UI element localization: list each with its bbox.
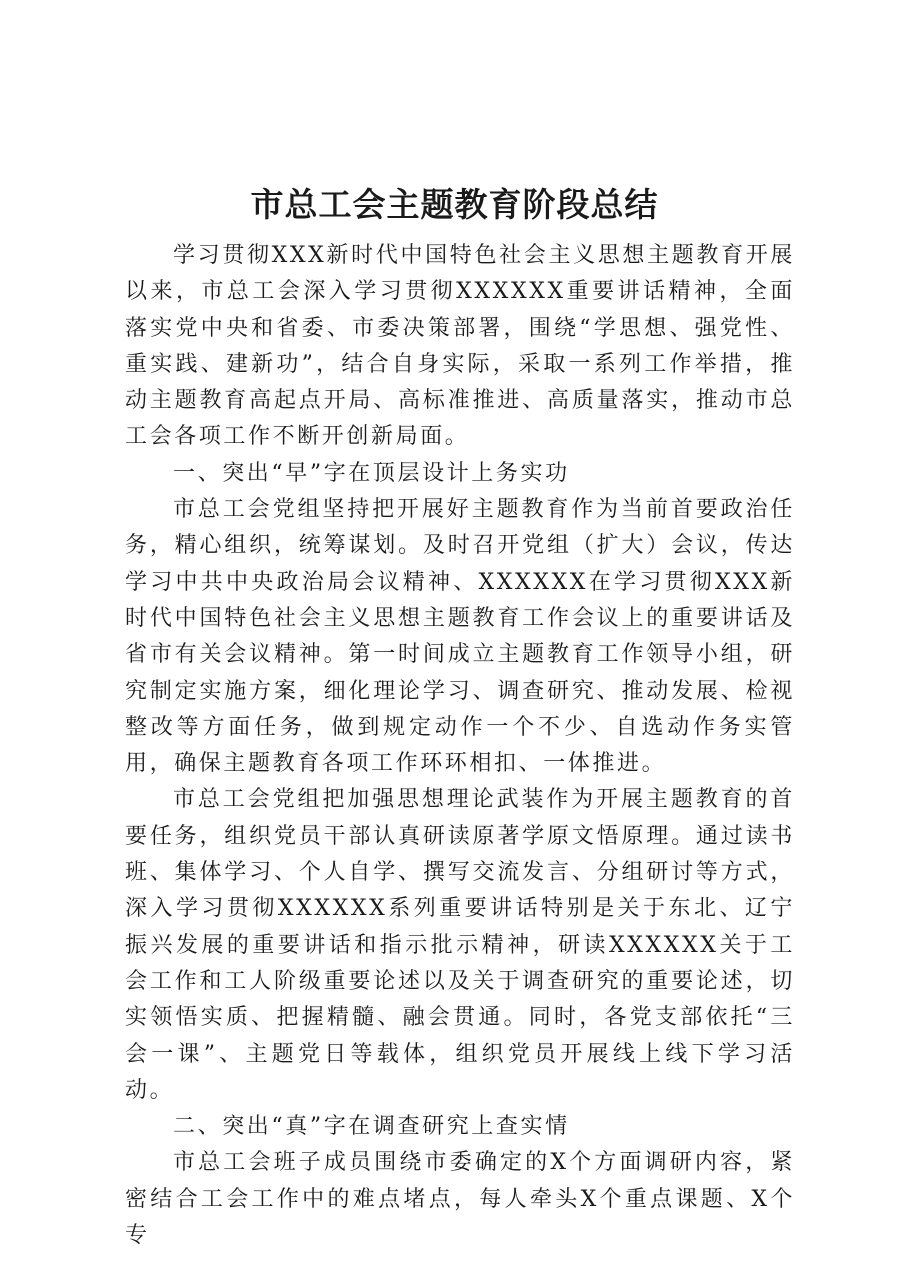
paragraph-section1-a: 市总工会党组坚持把开展好主题教育作为当前首要政治任务，精心组织，统筹谋划。及时召开党组（扩大）会议，传达学习中共中央政治局会议精神、XXXXXX在学习贯彻XXX新时代中国特色社会主义思想主题教育工作会议上的重要讲话及省市有关会议精神。第一时间成立主题教育工作领导小组，研究制定实施方案，细化理论学习、调查研究、推动发展、检视整改等方面任务，做到规定动作一个不少、自选动作务实管用，确保主题教育各项工作环环相扣、一体推进。 [125,497,795,777]
section-heading-2: 二、突出“真”字在调查研究上查实情 [173,1114,570,1140]
paragraph-section2-a: 市总工会班子成员围绕市委确定的X个方面调研内容，紧密结合工会工作中的难点堵点，每人牵头X个重点课题、X个专 [125,1150,795,1249]
document-title: 市总工会主题教育阶段总结 [250,185,659,224]
document-body [125,238,795,1254]
paragraph-section1-b: 市总工会党组把加强思想理论武装作为开展主题教育的首要任务，组织党员干部认真研读原著学原文悟原理。通过读书班、集体学习、个人自学、撰写交流发言、分组研讨等方式，深入学习贯彻XXXXXX系列重要讲话特别是关于东北、辽宁振兴发展的重要讲话和指示批示精神，研读XXXXXX关于工会工作和工人阶级重要论述以及关于调查研究的重要论述，切实领悟实质、把握精髓、融会贯通。同时，各党支部依托“三会一课”、主题党日等载体，组织党员开展线上线下学习活动。 [125,787,795,1103]
section-heading-1: 一、突出“早”字在顶层设计上务实功 [173,460,570,486]
paragraph-intro: 学习贯彻XXX新时代中国特色社会主义思想主题教育开展以来，市总工会深入学习贯彻XXXXXX重要讲话精神，全面落实党中央和省委、市委决策部署，围绕“学思想、强党性、重实践、建新功”，结合自身实际，采取一系列工作举措，推动主题教育高起点开局、高标准推进、高质量落实，推动市总工会各项工作不断开创新局面。 [125,243,795,450]
